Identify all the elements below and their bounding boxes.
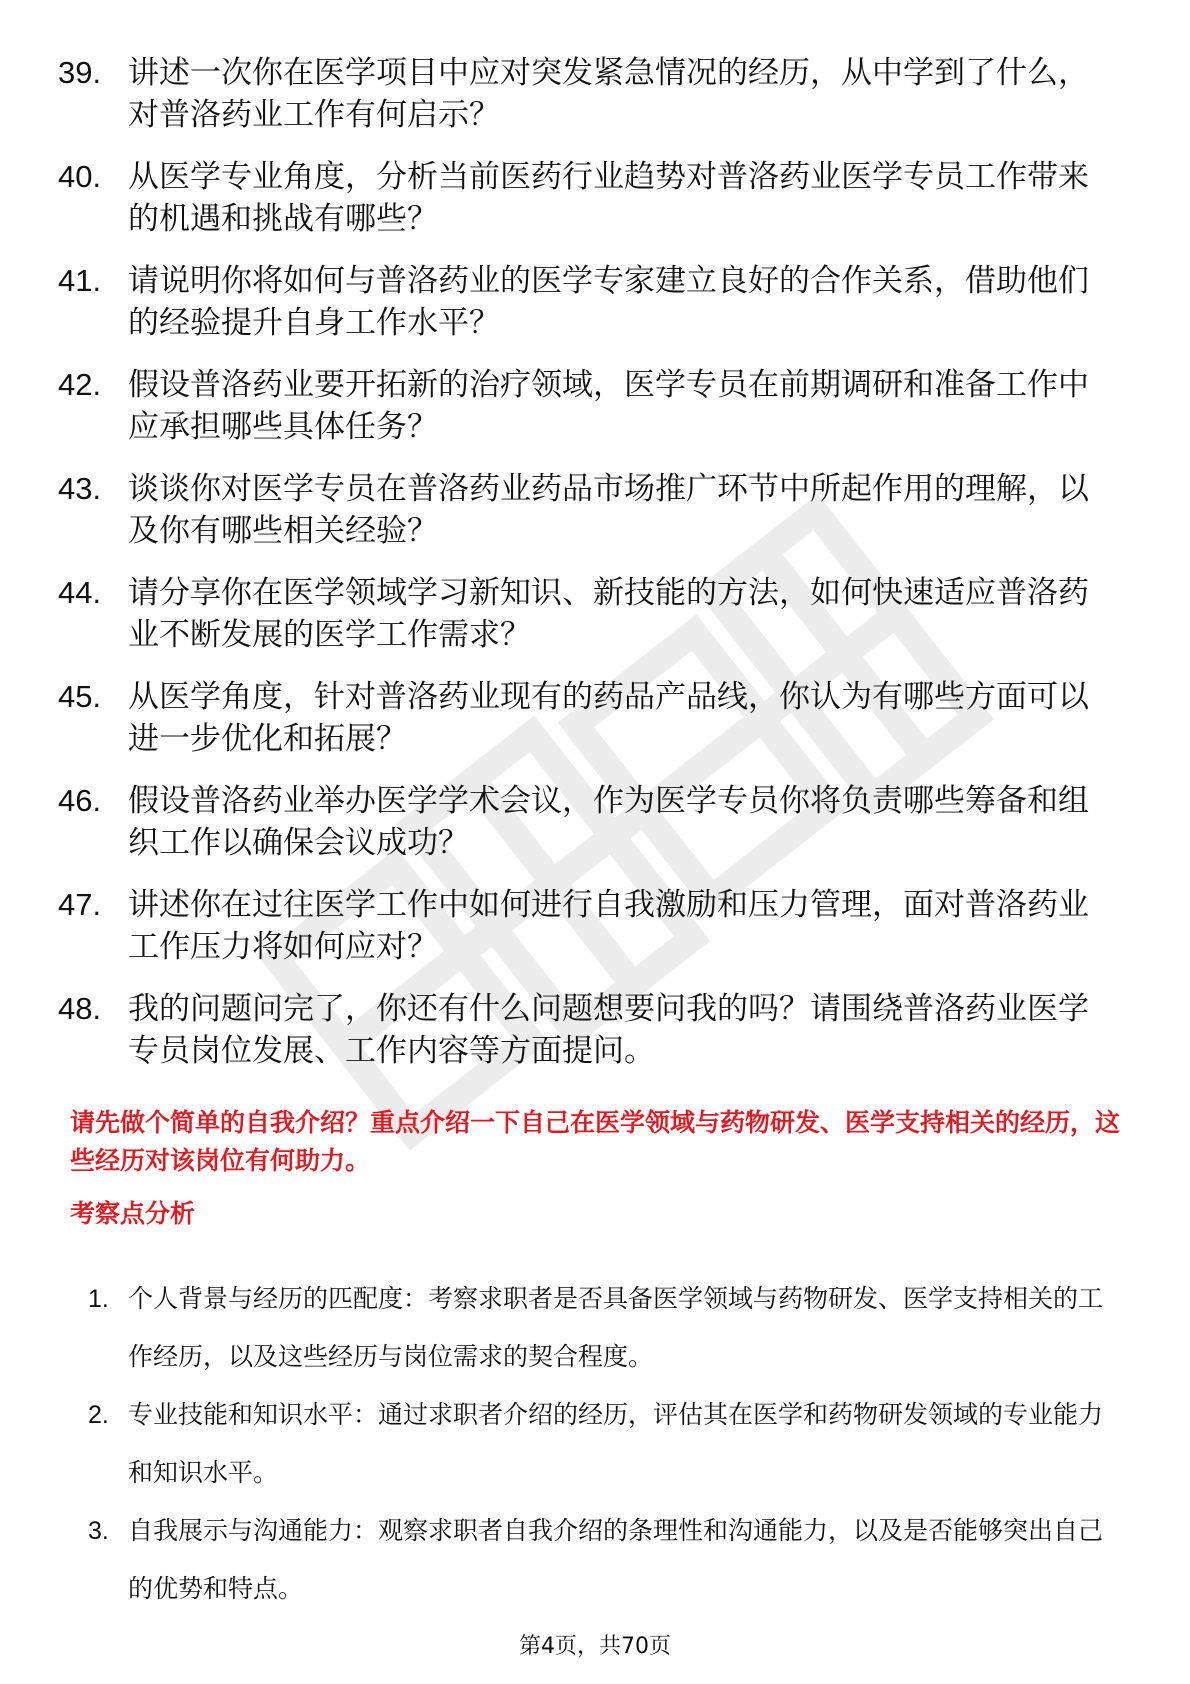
analysis-title: 考察点分析 (70, 1199, 196, 1228)
question-text: 从医学专业角度，分析当前医药行业趋势对普洛药业医学专员工作带来的机遇和挑战有哪些？ (128, 159, 1089, 237)
list-item (58, 780, 1118, 864)
question-number: 40. (58, 159, 102, 194)
list-item (58, 676, 1118, 760)
list-item (88, 1270, 1118, 1386)
question-number: 41. (58, 263, 102, 298)
list-item (58, 884, 1118, 968)
analysis-number: 1. (88, 1285, 109, 1313)
analysis-text: 个人背景与经历的匹配度：考察求职者是否具备医学领域与药物研发、医学支持相关的工作经历，以及这些经历与岗位需求的契合程度。 (128, 1284, 1104, 1371)
question-text: 谈谈你对医学专员在普洛药业药品市场推广环节中所起作用的理解，以及你有哪些相关经验？ (128, 471, 1089, 549)
question-number: 47. (58, 887, 102, 922)
question-number: 46. (58, 783, 102, 818)
analysis-text: 专业技能和知识水平：通过求职者介绍的经历，评估其在医学和药物研发领域的专业能力和知识水平。 (128, 1400, 1104, 1487)
question-number: 44. (58, 575, 102, 610)
list-item (88, 1502, 1118, 1618)
question-list (58, 52, 1118, 1092)
list-item (58, 260, 1118, 344)
list-item (58, 468, 1118, 552)
question-number: 43. (58, 471, 102, 506)
question-text: 讲述一次你在医学项目中应对突发紧急情况的经历，从中学到了什么，对普洛药业工作有何启示？ (128, 55, 1089, 133)
list-item (88, 1386, 1118, 1502)
question-text: 我的问题问完了，你还有什么问题想要问我的吗？请围绕普洛药业医学专员岗位发展、工作内容等方面提问。 (128, 991, 1089, 1069)
list-item (58, 156, 1118, 240)
analysis-text: 自我展示与沟通能力：观察求职者自我介绍的条理性和沟通能力，以及是否能够突出自己的优势和特点。 (128, 1516, 1104, 1603)
question-text: 从医学角度，针对普洛药业现有的药品产品线，你认为有哪些方面可以进一步优化和拓展？ (128, 679, 1089, 757)
list-item (58, 572, 1118, 656)
question-number: 48. (58, 991, 102, 1026)
question-text: 请分享你在医学领域学习新知识、新技能的方法，如何快速适应普洛药业不断发展的医学工作需求？ (128, 575, 1089, 653)
list-item (58, 52, 1118, 136)
question-number: 45. (58, 679, 102, 714)
page-footer: 第4页，共70页 (519, 1634, 671, 1659)
analysis-number: 3. (88, 1517, 109, 1545)
analysis-number: 2. (88, 1401, 109, 1429)
question-number: 42. (58, 367, 102, 402)
question-text: 假设普洛药业举办医学学术会议，作为医学专员你将负责哪些筹备和组织工作以确保会议成功？ (128, 783, 1089, 861)
list-item (58, 988, 1118, 1072)
analysis-list (88, 1270, 1118, 1618)
question-text: 假设普洛药业要开拓新的治疗领域，医学专员在前期调研和准备工作中应承担哪些具体任务？ (128, 367, 1089, 445)
highlight-question: 请先做个简单的自我介绍？重点介绍一下自己在医学领域与药物研发、医学支持相关的经历，这些经历对该岗位有何助力。 (70, 1108, 1121, 1175)
list-item (58, 364, 1118, 448)
question-text: 请说明你将如何与普洛药业的医学专家建立良好的合作关系，借助他们的经验提升自身工作水平？ (128, 263, 1089, 341)
question-number: 39. (58, 55, 102, 90)
question-text: 讲述你在过往医学工作中如何进行自我激励和压力管理，面对普洛药业工作压力将如何应对？ (128, 887, 1089, 965)
